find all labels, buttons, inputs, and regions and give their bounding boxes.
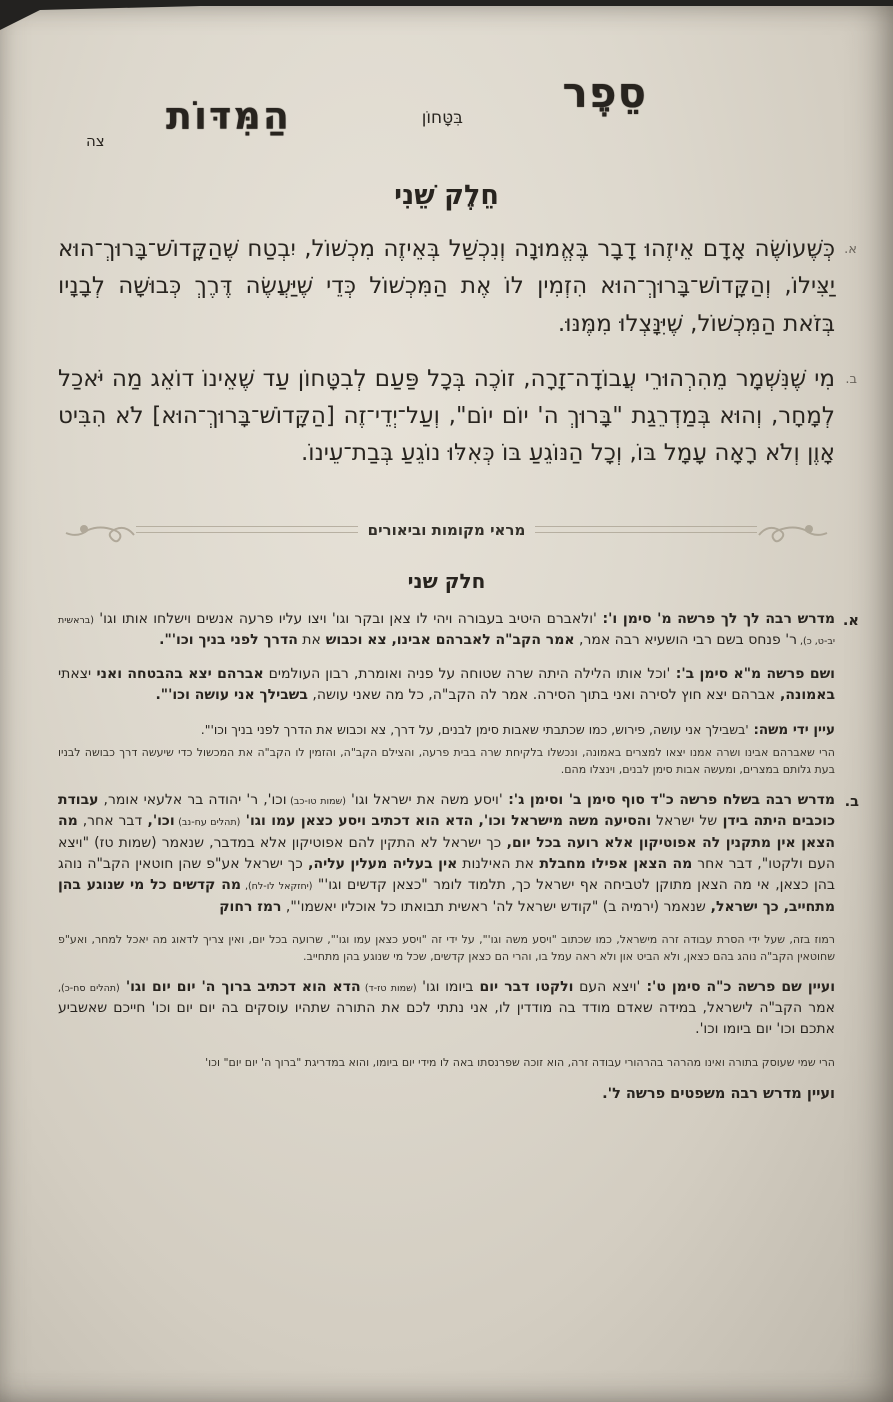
commentary-runs: מדרש רבה בשלח פרשה כ"ד סוף סימן ב' וסימן ג': 'ויסע משה את ישראל וגו' (שמות טו-כב) וכו', ר' יהודה בר אלעאי אומר, עבודת כוכבים היתה בידן של ישראל והסיעה משה מישראל וכו', הדא הוא דכתיב ויסע כצאן עמו וגו' (תהלים עח-נב) וכו', דבר אחר, מה הצאן אין מתקנין לה אפוטיקון אלא רועה בכל יום, כך ישראל לא התקין להם אפוטיקון אלא במדבר, שנאמר (שמות טז) "ויצא העם ולקטו", דבר אחר מה הצאן אפילו מחבלת את האילנות אין בעליה מעלין עליה, כך ישראל אע"פ שהן חוטאין הקב"ה נוהג בהן כצאן, אי מה הצאן מתוקן לטביחה אף ישראל כך, תלמוד לומר "כצאן קדשים וגו'" (יחזקאל לו-לח), מה קדשים כל מי שנוגע בהן מתחייב, כך ישראל, שנאמר (ירמיה ב) "קודש ישראל לה' ראשית תבואתו כל אוכליו יאשמו'", רמז רחוק bbox=[58, 792, 836, 915]
commentary-runs: הרי שמי שעוסק בתורה ואינו מהרהר בהרהורי עבודה זרה, הוא זוכה שפרנסתו באה לו מידי יום ביומו, והוא במדריגת "ברוך ה' יום יום" וכו' bbox=[205, 1055, 835, 1069]
commentary-runs: מדרש רבה לך לך פרשה מ' סימן ו': 'ולאברם היטיב בעבורה ויהי לו צאן ובקר וגו' ויצו עליו פרעה אנשים וישלחו אותו וגו' (בראשית יב-ט, כ), ר' פנחס בשם רבי הושעיא רבה אמר, אמר הקב"ה לאברהם אבינו, צא וכבוש את הדרך לפני בניך וכו'". bbox=[58, 610, 835, 648]
commentary-block bbox=[58, 664, 835, 707]
commentary-runs: הרי שאברהם אבינו ושרה אמנו יצאו למצרים באמונה, ונכשלו בלקיחת שרה בבית פרעה, והצילם הקב"ה, והזמין לו הקב"ה את המכשול כדי שיעשה דרך כבושה לבניו בעת גלותם במצרים, ומעשה אבות סימן לבנים, וינצלו מהם. bbox=[58, 746, 835, 777]
commentary-block bbox=[58, 977, 835, 1041]
divider-rule bbox=[136, 526, 358, 533]
divider-label: מראי מקומות וביאורים bbox=[367, 520, 526, 539]
commentary-runs: ושם פרשה מ"א סימן ב': 'וכל אותו הלילה היתה שרה שטוחה על פניה ואומרת, רבון העולמים אברהם יצא בהבטחה ואני יצאתי באמונה, אברהם יצא חוץ לסירה ואני בתוך הסירה. אמר לה הקב"ה, כל מה שאני עושה, בשבילך אני עושה וכו'". bbox=[58, 666, 835, 704]
paragraph-text: כְּשֶׁעוֹשֶׂה אָדָם אֵיזֶהוּ דָבָר בֶּאֱמוּנָה וְנִכְשַׁל בְּאֵיזֶה מִכְשׁוֹל, יִבְטַח שֶׁהַקָּדוֹשׁ־בָּרוּךְ־הוּא יַצִּילוֹ, וְהַקָּדוֹשׁ־בָּרוּךְ־הוּא הִזְמִין לוֹ אֶת הַמִּכְשׁוֹל כְּדֵי שֶׁיַּעֲשֶׂה דֶּרֶךְ כְּבוּשָׁה לְבָנָיו בְּזֹאת הַמִּכְשׁוֹל, שֶׁיִּנָּצְלוּ מִמֶּנּוּ. bbox=[58, 236, 835, 337]
commentary-block bbox=[58, 931, 835, 965]
book-title-word: הַמִּדּוֹת bbox=[166, 94, 291, 138]
main-paragraph bbox=[58, 361, 857, 473]
commentary-block bbox=[58, 609, 859, 652]
paragraph-marker: ב. bbox=[845, 371, 857, 387]
commentary-runs: ועיין מדרש רבה משפטים פרשה ל'. bbox=[602, 1085, 835, 1102]
commentary-marker: ב. bbox=[844, 794, 859, 811]
main-paragraph bbox=[58, 231, 857, 343]
commentary-marker: א. bbox=[842, 612, 859, 629]
part-title: חֵלֶק שֵׁנִי bbox=[394, 180, 499, 211]
page-number: צה bbox=[86, 132, 105, 150]
section-name: בִּטָּחוֹן bbox=[421, 108, 463, 128]
commentary-block bbox=[58, 744, 835, 778]
book-page bbox=[0, 6, 893, 1402]
commentary-runs: עיין ידי משה: 'בשבילך אני עושה, פירוש, כמו שכתבתי שאבות סימן לבנים, על דרך, צא וכבוש את הדרך לפני בניך וכו'". bbox=[200, 721, 835, 738]
section-divider bbox=[64, 517, 829, 543]
commentary-runs: רמוז בזה, שעל ידי הסרת עבודה זרה מישראל, כמו שכתוב "ויסע משה וגו'", על ידי זה "ויסע כצאן עמו וגו'", שרועה בכל יום, ואין צריך לדאוג מה יאכל למחר, ואע"פ שחוטאין הקב"ה נוהג בהם כצאן, ולא הביט און ולא ראה עמל בו, והרי הם כצאן קדשים, שכל מי שנוגע בהן מתחייב. bbox=[58, 932, 835, 963]
commentary-closing-reference bbox=[58, 1083, 835, 1105]
paragraph-marker: א. bbox=[844, 242, 857, 257]
commentary-block bbox=[58, 790, 859, 918]
commentary-block bbox=[58, 720, 835, 741]
book-series-word: סֵפֶר bbox=[562, 68, 647, 117]
divider-flourish-icon bbox=[757, 517, 829, 543]
divider-rule bbox=[535, 526, 757, 533]
commentary-part-title: חלק שני bbox=[407, 568, 486, 593]
commentary-runs: ועיין שם פרשה כ"ה סימן ט': 'ויצא העם ולקטו דבר יום ביומו וגו' (שמות טז-ד) הדא הוא דכתיב ברוך ה' יום יום וגו' (תהלים סח-כ), אמר הקב"ה לישראל, במידה שאדם מודד בה מודדין לו, אני נתתי לכם את התורה שתהיו עוסקים בה יום יום וכו' חייכם שאשביע אתכם וכו' יום ביומו וכו'. bbox=[58, 978, 836, 1038]
page-header bbox=[58, 6, 835, 174]
divider-flourish-icon bbox=[64, 517, 136, 543]
paragraph-text: מִי שֶׁנִּשְׁמָר מֵהִרְהוּרֵי עֲבוֹדָה־זָרָה, זוֹכֶה בְּכָל פַּעַם לְבִטָּחוֹן עַד שֶׁאֵינוֹ דוֹאֵג מַה יֹּאכַל לְמָחָר, וְהוּא בְּמַדְרֵגַת "בָּרוּךְ ה' יוֹם יוֹם", וְעַל־יְדֵי־זֶה [הַקָּדוֹשׁ־בָּרוּךְ־הוּא] לֹא הִבִּיט אָוֶן וְלֹא רָאָה עָמָל בּוֹ, וְכָל הַנּוֹגֵעַ בּוֹ כְּאִלּוּ נוֹגֵעַ בְּבַת־עֵינוֹ. bbox=[58, 365, 835, 467]
commentary-block bbox=[58, 1054, 835, 1071]
